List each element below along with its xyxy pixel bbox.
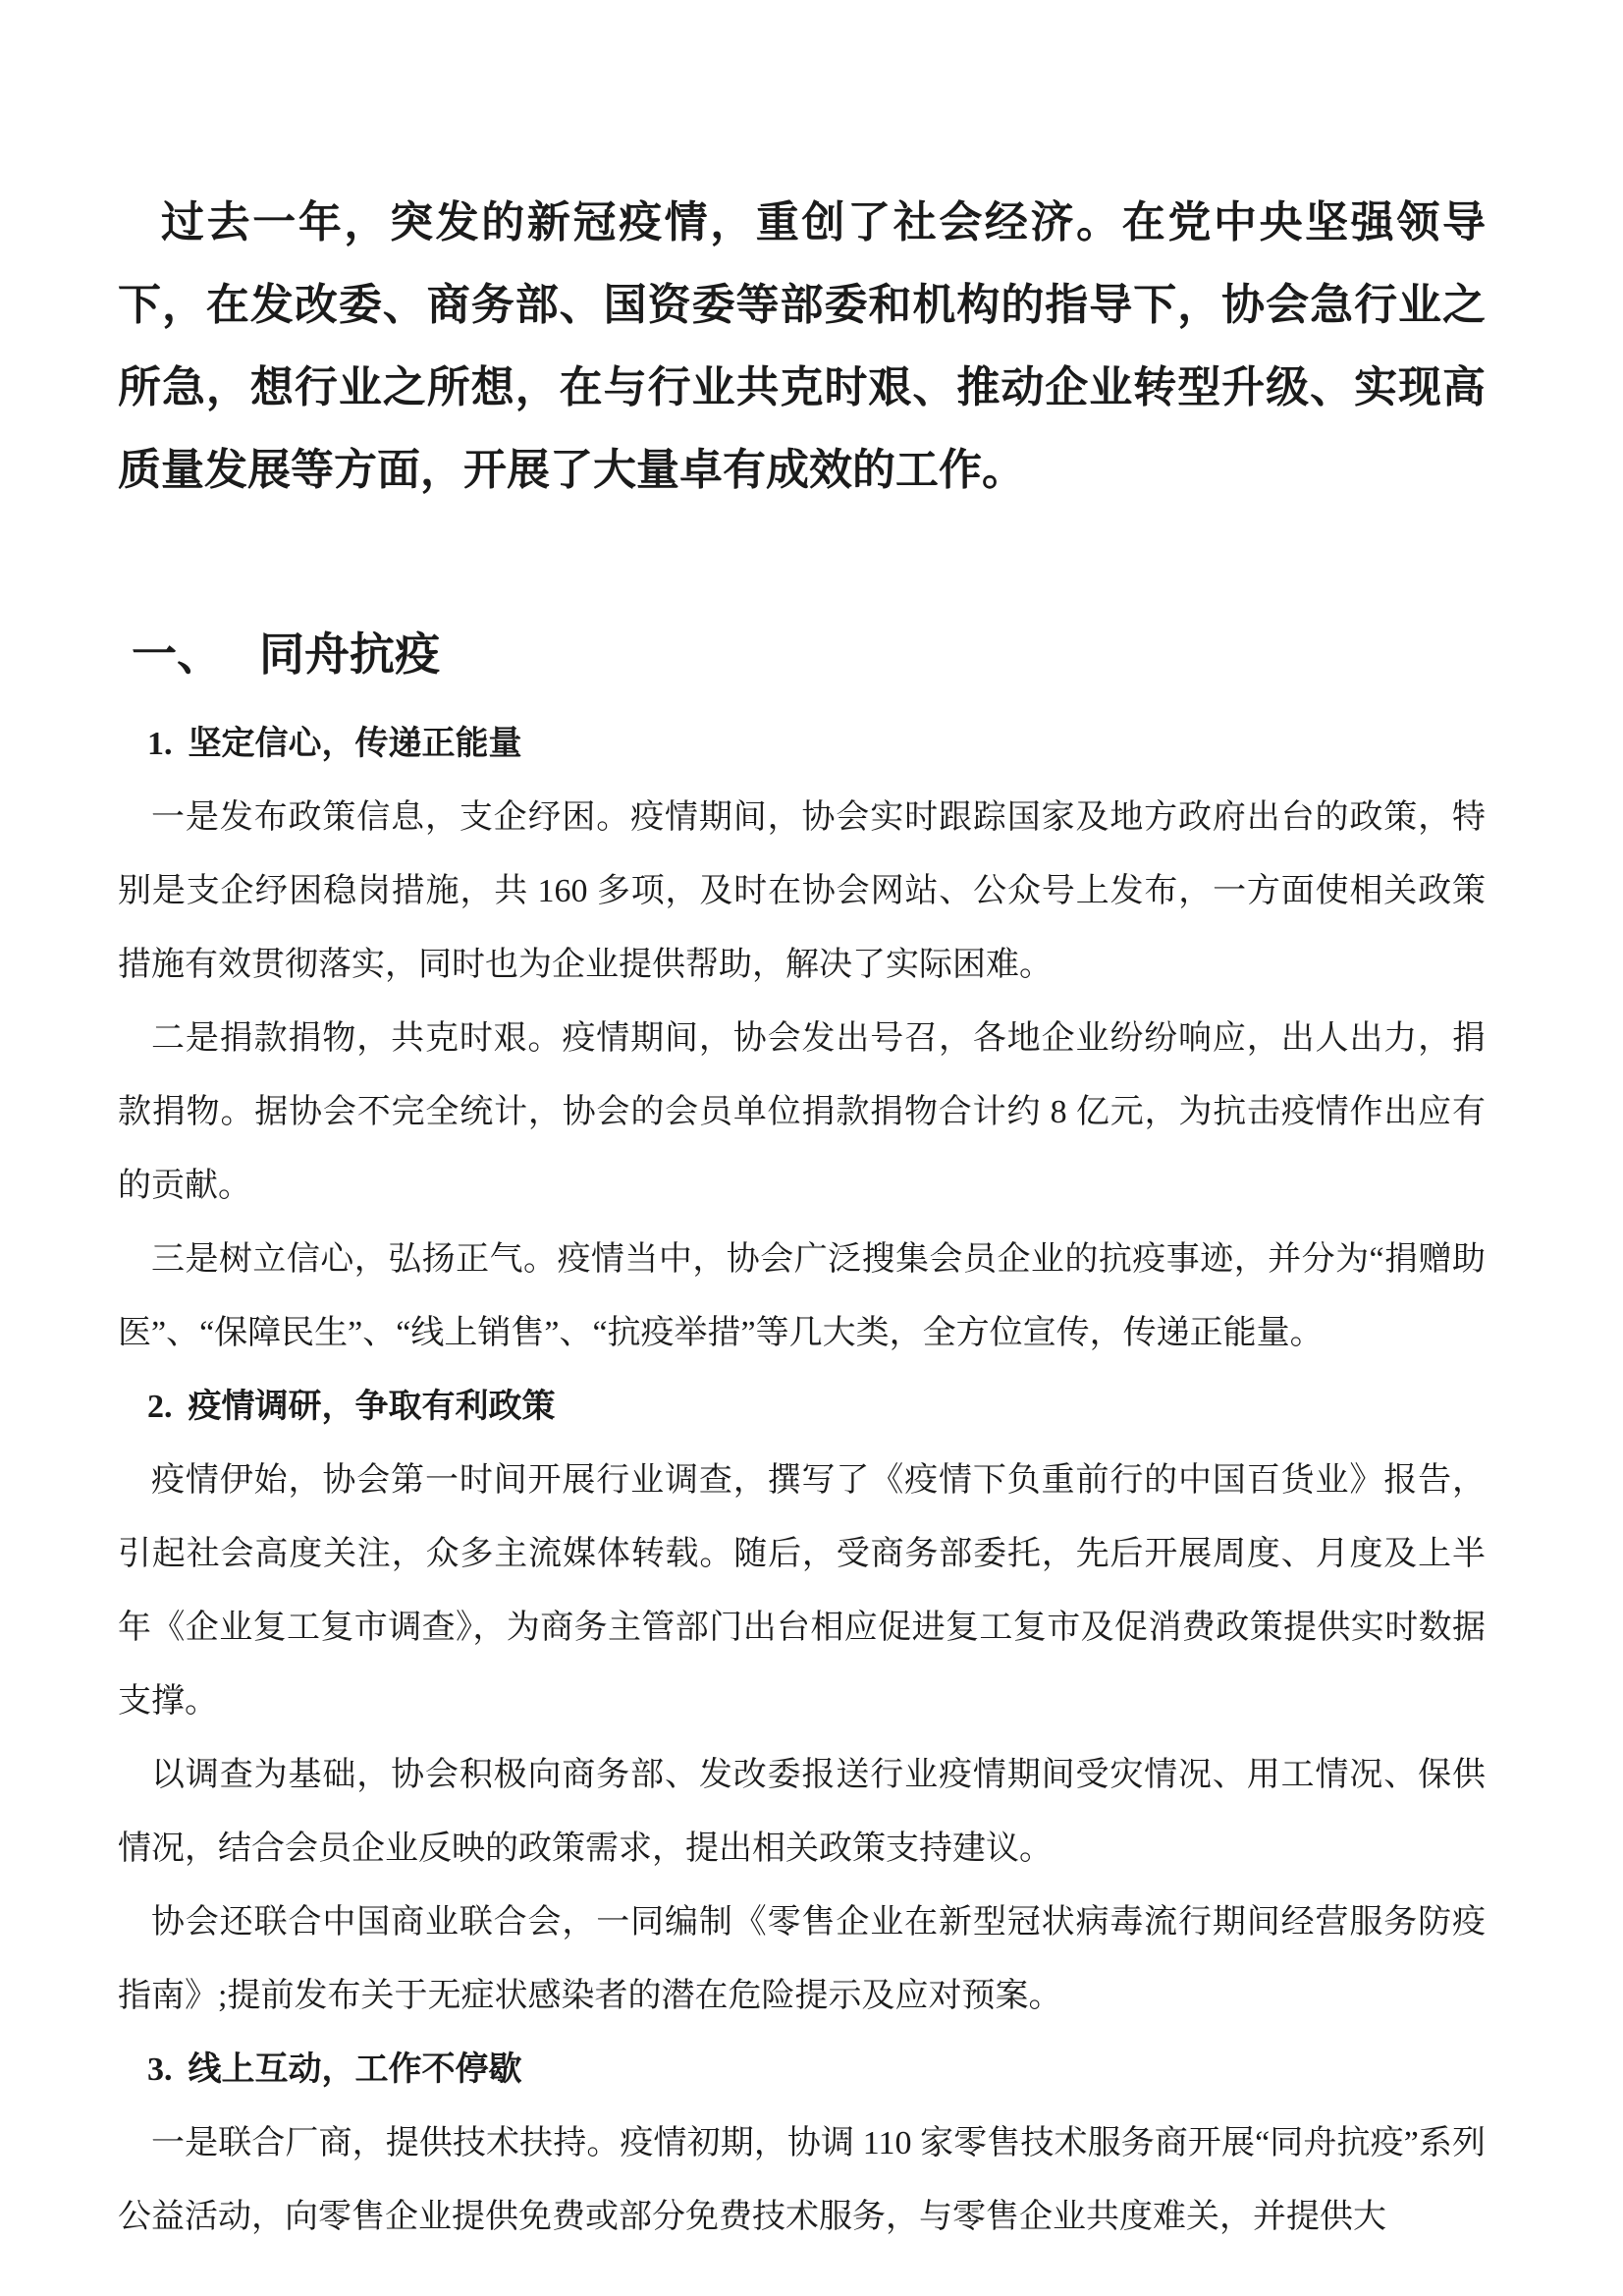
subsection-3-title: 线上互动，工作不停歇 [188, 2051, 522, 2089]
subsection-2-heading [147, 1370, 1486, 1444]
body-paragraph: 一是联合厂商，提供技术扶持。疫情初期，协调 110 家零售技术服务商开展“同舟抗疫”系列公益活动，向零售企业提供免费或部分免费技术服务，与零售企业共度难关，并提供大 [118, 2125, 1486, 2236]
section-1-title: 同舟抗疫 [259, 629, 440, 680]
body-paragraph: 二是捐款捐物，共克时艰。疫情期间，协会发出号召，各地企业纷纷响应，出人出力，捐款捐物。据协会不完全统计，协会的会员单位捐款捐物合计约 8 亿元，为抗击疫情作出应有的贡献。 [118, 1020, 1486, 1205]
section-1-heading [132, 628, 1486, 682]
subsection-1-number: 1. [147, 726, 173, 763]
subsection-2-number: 2. [147, 1389, 173, 1426]
body-paragraph: 协会还联合中国商业联合会，一同编制《零售企业在新型冠状病毒流行期间经营服务防疫指南》;提前发布关于无症状感染者的潜在危险提示及应对预案。 [118, 1904, 1486, 2015]
section-1-number: 一、 [132, 629, 222, 680]
subsection-3-number: 3. [147, 2051, 173, 2089]
body-paragraph: 以调查为基础，协会积极向商务部、发改委报送行业疫情期间受灾情况、用工情况、保供情况，结合会员企业反映的政策需求，提出相关政策支持建议。 [118, 1757, 1486, 1868]
body-paragraph: 三是树立信心，弘扬正气。疫情当中，协会广泛搜集会员企业的抗疫事迹，并分为“捐赠助医”、“保障民生”、“线上销售”、“抗疫举措”等几大类，全方位宣传，传递正能量。 [118, 1241, 1486, 1352]
opening-paragraph: 过去一年，突发的新冠疫情，重创了社会经济。在党中央坚强领导下，在发改委、商务部、国资委等部委和机构的指导下，协会急行业之所急，想行业之所想，在与行业共克时艰、推动企业转型升级、实现高质量发展等方面，开展了大量卓有成效的工作。 [118, 198, 1486, 494]
subsection-2-title: 疫情调研，争取有利政策 [188, 1389, 556, 1426]
body-paragraph: 疫情伊始，协会第一时间开展行业调查，撰写了《疫情下负重前行的中国百货业》报告，引起社会高度关注，众多主流媒体转载。随后，受商务部委托，先后开展周度、月度及上半年《企业复工复市调查》，为商务主管部门出台相应促进复工复市及促消费政策提供实时数据支撑。 [118, 1462, 1486, 1721]
subsection-1-heading [147, 707, 1486, 781]
subsection-3-heading [147, 2033, 1486, 2106]
body-paragraph: 一是发布政策信息，支企纾困。疫情期间，协会实时跟踪国家及地方政府出台的政策，特别是支企纾困稳岗措施，共 160 多项，及时在协会网站、公众号上发布，一方面使相关政策措施有效贯彻落实，同时也为企业提供帮助，解决了实际困难。 [118, 799, 1486, 984]
subsection-1-title: 坚定信心，传递正能量 [188, 726, 522, 763]
